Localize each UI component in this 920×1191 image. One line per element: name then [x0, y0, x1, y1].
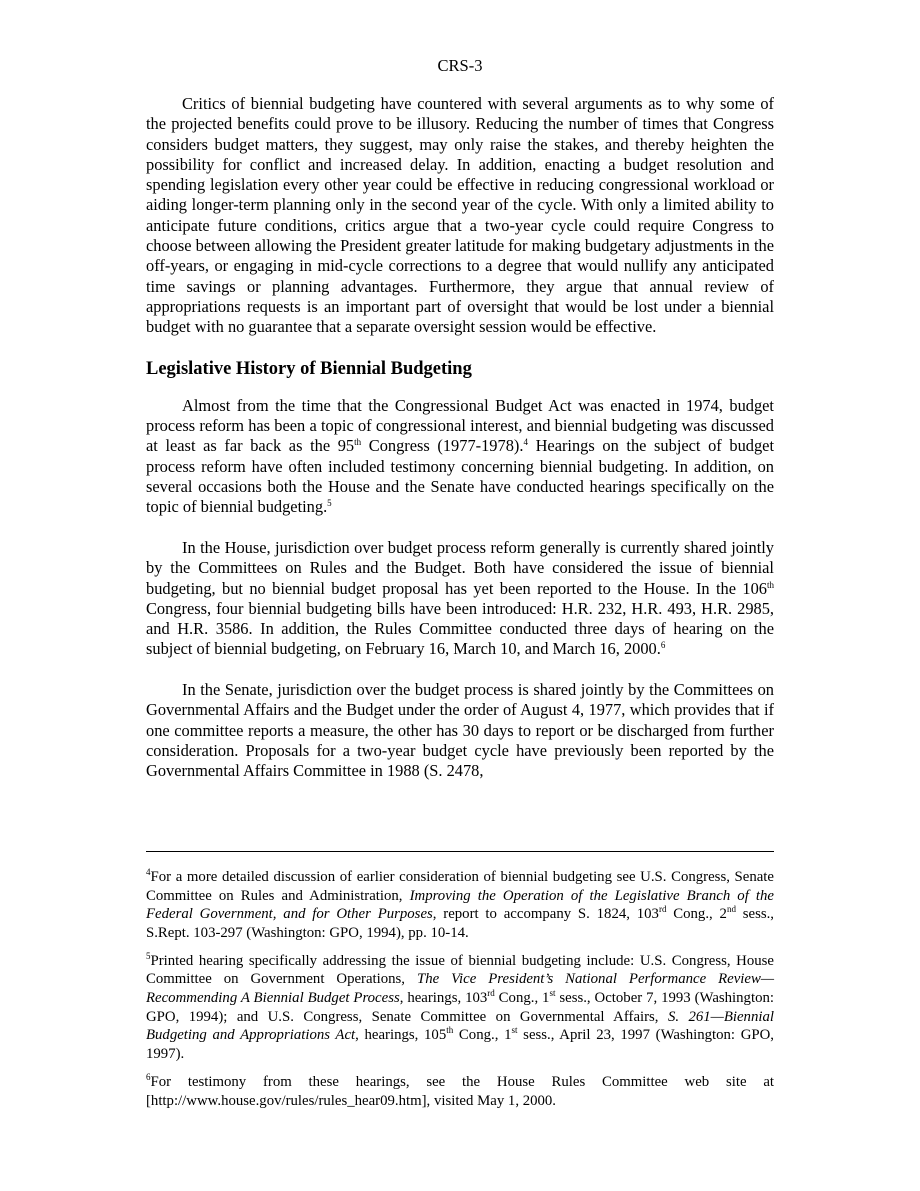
footnote-ref-5: 5: [327, 498, 332, 509]
footnote-ref-6: 6: [660, 640, 666, 651]
footnote-number: 6: [146, 1071, 151, 1082]
page-header: [146, 56, 774, 76]
footnote-4: $^4$For a more detailed discussion of earlier consideration of biennial budgeting see U.S. Congress, Senate Committee on Rules and Administration, Improving the Operation of the Legislative Branch of the Federal Government, and for Other Purposes, report to accompany S. 1824, 103rd Cong., 2nd sess., S.Rept. 103-297 (Washington: GPO, 1994), pp. 10-14.: [146, 867, 774, 941]
section-heading: Legislative History of Biennial Budgeting: [146, 358, 472, 379]
footnote-5: $^5$Printed hearing specifically addressing the issue of biennial budgeting include: U.S. Congress, House Committee on Government Operations, The Vice President’s National Performance Review—Recommending A Biennial Budget Process, hearings, 103rd Cong., 1st sess., October 7, 1993 (Washington: GPO, 1994); and U.S. Congress, Senate Committee on Governmental Affairs, S. 261—Biennial Budgeting and Appropriations Act, hearings, 105th Cong., 1st sess., April 23, 1997 (Washington: GPO, 1997).: [146, 950, 775, 1062]
ordinal-suffix: th: [354, 437, 362, 448]
paragraph-history: Almost from the time that the Congressional Budget Act was enacted in 1974, budget process reform has been a topic of congressional interest, and biennial budgeting was discussed at least as far back as the 95th Congress (1977-1978).$^4$ Hearings on the subject of budget process reform have often included testimony concerning biennial budgeting. In addition, on several occasions both the House and the Senate have conducted hearings specifically on the topic of biennial budgeting.$^5$: [146, 395, 774, 517]
footnotes: [146, 868, 774, 1120]
footnote-divider: [146, 851, 774, 852]
cited-title: S. 261—Biennial Budgeting and Appropriations Act: [146, 1008, 774, 1044]
paragraph-house: In the House, jurisdiction over budget process reform generally is currently shared jointly by the Committees on Rules and the Budget. Both have considered the issue of biennial budgeting, but no biennial budget proposal has yet been reported to the House. In the 106th Congress, four biennial budgeting bills have been introduced: H.R. 232, H.R. 493, H.R. 2985, and H.R. 3586. In addition, the Rules Committee conducted three days of hearing on the subject of biennial budgeting, on February 16, March 10, and March 16, 2000.$^6$: [146, 537, 774, 659]
footnote-6: $^6$For testimony from these hearings, see the House Rules Committee web site at [http://www.house.gov/rules/rules_hear09.htm], visited May 1, 2000.: [146, 1071, 774, 1109]
paragraph-senate: In the Senate, jurisdiction over the budget process is shared jointly by the Committees on Governmental Affairs and the Budget under the order of August 4, 1977, which provides that if one committee reports a measure, the other has 30 days to report or be discharged from further consideration. Proposals for a two-year budget cycle have previously been reported by the Governmental Affairs Committee in 1988 (S. 2478,: [146, 680, 774, 781]
footnote-number: 4: [146, 867, 151, 877]
footnote-number: 5: [146, 950, 151, 961]
footnote-ref-4: 4: [523, 437, 528, 448]
body-text: [146, 94, 774, 802]
cited-title: Improving the Operation of the Legislative Branch of the Federal Government, and for Other Purposes: [146, 887, 774, 923]
cited-title: The Vice President’s National Performance Review—Recommending A Biennial Budget Process: [146, 971, 774, 1007]
ordinal-suffix: th: [766, 579, 774, 590]
paragraph-critics: Critics of biennial budgeting have countered with several arguments as to why some of the projected benefits could prove to be illusory. Reducing the number of times that Congress considers budget matters, they suggest, may only raise the stakes, and thereby heighten the possibility for conflict and increased delay. In addition, enacting a budget resolution and spending legislation every other year could be effective in reducing congressional workload or aiding longer-term planning only in the second year of the cycle. With only a limited ability to anticipate future conditions, critics argue that a two-year cycle could require Congress to choose between allowing the President greater latitude for making budgetary adjustments in the off-years, or engaging in mid-cycle corrections to a degree that would nullify any anticipated time savings or planning advantages. Furthermore, they argue that annual review of appropriations requests is an important part of oversight that would be lost under a biennial budget with no guarantee that a separate oversight session would be effective.: [146, 94, 774, 337]
page-label: CRS-3: [437, 56, 483, 75]
